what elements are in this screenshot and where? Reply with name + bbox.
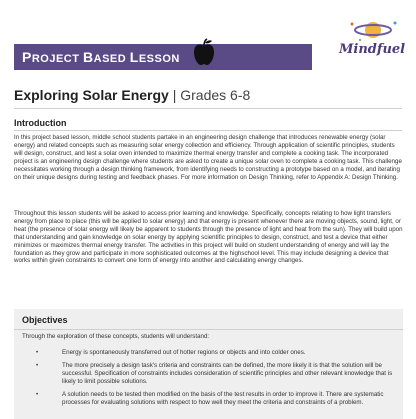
apple-icon bbox=[192, 38, 216, 66]
title-separator: | bbox=[168, 87, 181, 103]
banner-letter: P bbox=[22, 49, 32, 65]
banner-letters: ASED bbox=[93, 53, 130, 65]
divider bbox=[14, 108, 402, 109]
intro-paragraph-2: Throughout this lesson students will be asked to access prior learning and knowledge. Specifically, concepts relating to how light transfers energy from place to place (this will be applied to solar energy) and that energy is present whenever there are moving objects, sound, light, or heat (the presence of solar energy will likely be apparent to students through the presence of light and heat from the sun). They will build upon that understanding and gain knowledge on solar energy by applying scientific principles to design, construct, and test a device that either minimizes or maximizes thermal energy transfer. The activities in this project will build on student understanding of energy and will lay the foundation as they grow and participate in more sophisticated outcomes at the highschool level. This may include designing a device that works within given constraints to convert one form of energy into another and calculating energy changes. bbox=[14, 210, 403, 265]
divider bbox=[14, 130, 402, 131]
objective-text: The more precisely a design task's criteria and constraints can be defined, the more likely it is that the solution will be successful. Specification of constraints includes consideration of scientific principles and other relevant knowledge that is likely to limit possible solutions. bbox=[62, 361, 393, 385]
project-based-lesson-banner bbox=[14, 44, 312, 70]
page-title bbox=[14, 87, 250, 103]
mindfuel-logo-text: Mindfuel bbox=[339, 42, 406, 57]
banner-letter: B bbox=[83, 49, 94, 65]
objectives-heading: Objectives bbox=[22, 315, 68, 325]
intro-paragraph-1: In this project based lesson, middle school students partake in an engineering design challenge that introduces renewable energy (solar energy) and related concepts such as measuring solar energy collection and efficiency. Through application of scientific principles, students will design, construct, and test a solar oven intended to maximize thermal energy transfer and complete a cooking task. The incorporated project is an engineering design challenge where students are asked to create a unique solar oven to complete a cooking task. This challenge necessitates working through a design thinking framework, from identifying needs to constructing a prototype based on a model, and iterating on their unique designs during testing and feedback phases. For more information on Design Thinking, refer to Appendix A: Design Thinking. bbox=[14, 134, 402, 181]
banner-letters: ESSON bbox=[138, 53, 180, 65]
list-item bbox=[14, 362, 403, 386]
bullet-icon: • bbox=[36, 361, 39, 369]
banner-letter: L bbox=[129, 49, 139, 65]
objective-text: A solution needs to be tested then modified on the basis of the test results in order to improve it. There are systematic processes for evaluating solutions with respect to how well they meet the criteria and constraints of a problem. bbox=[62, 390, 384, 406]
objective-text: Energy is spontaneously transferred out of hotter regions or objects and into colder ones. bbox=[62, 349, 306, 356]
objectives-lead: Through the exploration of these concepts, students will understand: bbox=[22, 333, 210, 340]
introduction-heading: Introduction bbox=[14, 118, 67, 128]
objectives-section bbox=[14, 309, 403, 419]
divider bbox=[14, 329, 403, 330]
list-item bbox=[14, 391, 403, 407]
title-main: Exploring Solar Energy bbox=[14, 87, 169, 103]
banner-label bbox=[22, 49, 180, 65]
list-item bbox=[14, 349, 403, 357]
title-grade: Grades 6-8 bbox=[180, 87, 251, 103]
objectives-list bbox=[14, 349, 403, 411]
banner-letters: ROJECT bbox=[31, 53, 84, 65]
bullet-icon: • bbox=[36, 390, 39, 398]
bullet-icon: • bbox=[36, 349, 39, 356]
